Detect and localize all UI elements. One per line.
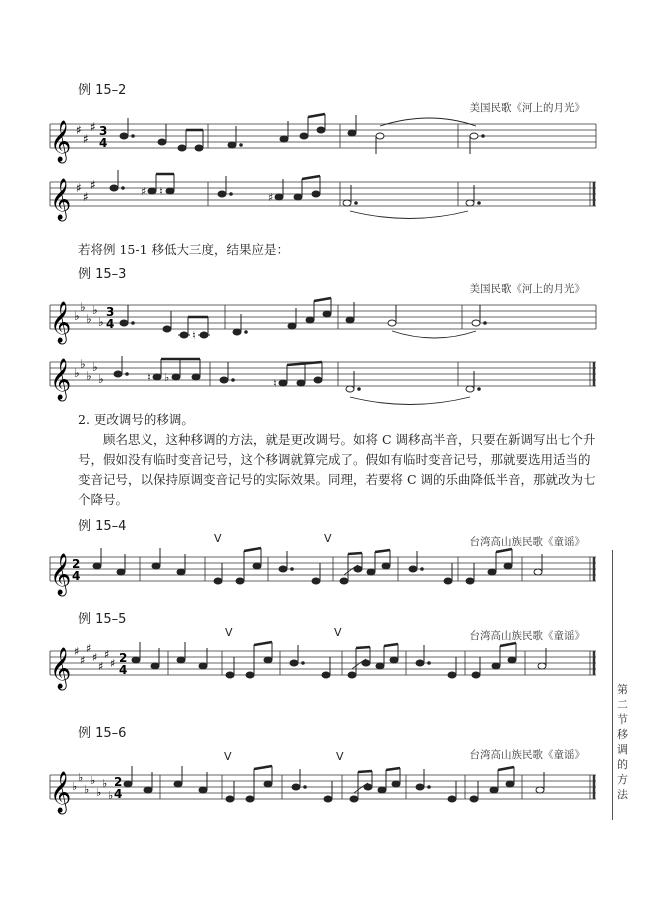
svg-text:3: 3 [106, 305, 115, 319]
treble-clef-icon: 𝄞 [50, 121, 72, 162]
svg-text:4: 4 [99, 136, 108, 150]
svg-text:♮: ♮ [147, 371, 151, 384]
svg-text:♯: ♯ [90, 178, 96, 192]
svg-text:♯: ♯ [74, 645, 80, 658]
svg-text:V: V [214, 532, 222, 545]
svg-text:♭: ♭ [78, 771, 84, 784]
svg-text:♭: ♭ [86, 312, 92, 326]
svg-text:♯: ♯ [83, 190, 89, 204]
svg-text:♭: ♭ [84, 783, 90, 796]
svg-text:♯: ♯ [98, 660, 104, 673]
svg-text:♭: ♭ [102, 777, 108, 790]
example-label: 例 15–3 [78, 267, 127, 282]
svg-text:♯: ♯ [268, 191, 274, 204]
svg-text:4: 4 [72, 569, 81, 583]
svg-text:♭: ♭ [90, 774, 96, 787]
example-label: 例 15–2 [78, 83, 127, 98]
svg-text:♭: ♭ [74, 309, 80, 323]
svg-text:♯: ♯ [83, 132, 89, 146]
svg-text:♭: ♭ [96, 786, 102, 799]
svg-text:V: V [334, 626, 342, 639]
svg-text:♭: ♭ [86, 369, 92, 383]
svg-text:♯: ♯ [76, 181, 82, 195]
svg-text:2: 2 [72, 557, 81, 571]
svg-text:♭: ♭ [164, 371, 170, 384]
svg-text:4: 4 [119, 663, 128, 677]
song-source: 台湾高山族民歌《童谣》 [469, 749, 585, 761]
svg-text:4: 4 [114, 787, 123, 801]
svg-text:♯: ♯ [141, 185, 147, 198]
body-paragraph: 顾名思义，这种移调的方法，就是更改调号。如将 C 调移高半音，只要在新调写出七个升号，假如没有临时变音记号，这个移调就算完成了。假如有临时变音记号，那就要选用适当的变音记号，以保持原调变音记号的实际效果。同理，若要将 C 调的乐曲降低半音，那就改为七个降号。 [78, 432, 596, 507]
song-source: 美国民歌《河上的月光》 [469, 102, 585, 114]
svg-text:♭: ♭ [108, 789, 114, 802]
sidebar-rule [612, 550, 613, 820]
svg-text:3: 3 [99, 124, 108, 138]
svg-text:V: V [225, 626, 233, 639]
treble-clef-icon: 𝄞 [50, 648, 72, 689]
svg-text:♯: ♯ [92, 651, 98, 664]
svg-text:♭: ♭ [98, 315, 104, 329]
section-heading: 2. 更改调号的移调。 [78, 412, 194, 427]
svg-text:♭: ♭ [72, 780, 78, 793]
example-label: 例 15–4 [78, 519, 127, 534]
svg-text:2: 2 [119, 651, 128, 665]
svg-text:♭: ♭ [74, 366, 80, 380]
svg-text:♮: ♮ [159, 185, 163, 198]
svg-text:V: V [224, 750, 232, 763]
song-source: 美国民歌《河上的月光》 [469, 283, 585, 295]
svg-text:2: 2 [114, 775, 123, 789]
example-label: 例 15–5 [78, 612, 127, 627]
song-source: 台湾高山族民歌《童谣》 [469, 630, 585, 642]
treble-clef-icon: 𝄞 [50, 772, 72, 813]
svg-text:4: 4 [106, 317, 115, 331]
svg-text:♭: ♭ [80, 300, 86, 314]
svg-text:♯: ♯ [104, 648, 110, 661]
svg-text:♮: ♮ [192, 329, 196, 342]
transpose-intro: 若将例 15-1 移低大三度，结果应是： [78, 242, 290, 257]
svg-text:V: V [324, 532, 332, 545]
svg-text:♭: ♭ [92, 360, 98, 374]
treble-clef-icon: 𝄞 [50, 554, 72, 595]
treble-clef-icon: 𝄞 [50, 359, 72, 400]
chapter-sidebar: 第二节 移调的方法 [617, 683, 628, 801]
treble-clef-icon: 𝄞 [50, 302, 72, 343]
svg-text:♮: ♮ [273, 377, 277, 390]
svg-text:♯: ♯ [76, 123, 82, 137]
svg-text:♯: ♯ [86, 642, 92, 655]
music-staff [0, 170, 645, 240]
treble-clef-icon: 𝄞 [50, 179, 72, 220]
svg-text:♯: ♯ [80, 654, 86, 667]
svg-text:♯: ♯ [90, 120, 96, 134]
song-source: 台湾高山族民歌《童谣》 [469, 536, 585, 548]
example-label: 例 15–6 [78, 726, 127, 741]
svg-text:V: V [336, 750, 344, 763]
svg-text:♭: ♭ [80, 357, 86, 371]
svg-text:♭: ♭ [98, 372, 104, 386]
svg-text:♭: ♭ [92, 303, 98, 317]
svg-text:♯: ♯ [110, 657, 116, 670]
